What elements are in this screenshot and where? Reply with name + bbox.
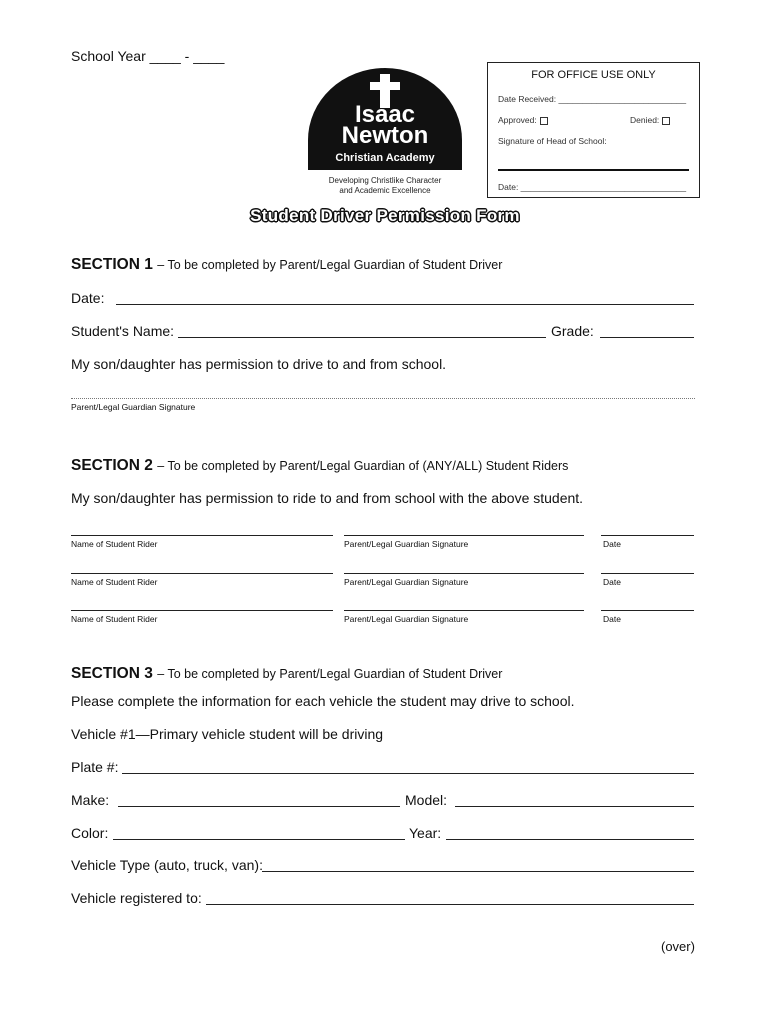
section3-instructions: Please complete the information for each vehicle the student may drive to school. [71,693,575,709]
approved-field [498,115,548,125]
rider-guardian-signature-line[interactable] [344,610,584,611]
rider-signature-caption: Parent/Legal Guardian Signature [344,614,469,624]
guardian-signature-caption: Parent/Legal Guardian Signature [71,402,196,412]
rider-name-caption: Name of Student Rider [71,614,158,624]
year-label: Year: [409,825,442,841]
rider-signature-caption: Parent/Legal Guardian Signature [344,577,469,587]
rider-date-line[interactable] [601,573,694,574]
school-year-label: School Year ____ - ____ [71,48,225,64]
plate-label: Plate #: [71,759,119,775]
rider-date-caption: Date [603,539,621,549]
denied-field [630,115,670,125]
registered-to-label: Vehicle registered to: [71,890,202,906]
registered-to-input[interactable] [206,904,694,905]
denied-checkbox[interactable] [662,117,670,125]
color-label: Color: [71,825,109,841]
vehicle-type-label: Vehicle Type (auto, truck, van): [71,857,263,873]
head-signature-label: Signature of Head of School: [498,136,607,146]
color-input[interactable] [113,839,405,840]
section2-permission-text: My son/daughter has permission to ride to and from school with the above student. [71,490,584,506]
section2-header [71,457,568,475]
model-label: Model: [405,792,448,808]
head-signature-line[interactable] [498,169,689,171]
section3-heading: SECTION 3 [71,665,153,682]
rider-name-line[interactable] [71,573,333,574]
rider-date-caption: Date [603,614,621,624]
rider-name-line[interactable] [71,610,333,611]
model-input[interactable] [455,806,694,807]
grade-label: Grade: [551,323,594,339]
rider-name-caption: Name of Student Rider [71,577,158,587]
make-input[interactable] [118,806,400,807]
vehicle-type-input[interactable] [262,871,694,872]
section2-heading: SECTION 2 [71,457,153,474]
section1-permission-text: My son/daughter has permission to drive to and from school. [71,356,447,372]
school-logo [306,64,464,200]
section2-subtitle: – To be completed by Parent/Legal Guardian of (ANY/ALL) Student Riders [157,459,569,473]
over-note: (over) [661,939,695,954]
section1-header [71,256,502,274]
year-input[interactable] [446,839,694,840]
logo-line3: Christian Academy [335,152,435,164]
date-input[interactable] [116,304,694,305]
office-use-box [487,62,700,198]
student-name-label: Student's Name: [71,323,175,339]
guardian-signature-line[interactable] [71,398,695,399]
rider-guardian-signature-line[interactable] [344,535,584,536]
rider-signature-caption: Parent/Legal Guardian Signature [344,539,469,549]
date-label: Date: [71,290,105,306]
logo-tagline1: Developing Christlike Character [328,176,442,185]
section3-subtitle: – To be completed by Parent/Legal Guardian of Student Driver [157,667,503,681]
approved-checkbox[interactable] [540,117,548,125]
rider-name-caption: Name of Student Rider [71,539,158,549]
approved-label: Approved: [498,115,537,125]
rider-date-line[interactable] [601,535,694,536]
logo-line1: Isaac [354,101,416,128]
rider-date-caption: Date [603,577,621,587]
rider-name-line[interactable] [71,535,333,536]
rider-guardian-signature-line[interactable] [344,573,584,574]
date-received-field[interactable]: Date Received: ___________________________ [498,94,687,104]
section1-heading: SECTION 1 [71,256,153,273]
denied-label: Denied: [630,115,660,125]
section3-header [71,665,502,683]
plate-input[interactable] [122,773,694,774]
section1-subtitle: – To be completed by Parent/Legal Guardian of Student Driver [157,258,503,272]
logo-tagline2: and Academic Excellence [339,186,431,195]
vehicle-heading: Vehicle #1—Primary vehicle student will be driving [71,726,384,742]
office-date-field[interactable]: Date: ___________________________________ [498,182,687,192]
rider-date-line[interactable] [601,610,694,611]
grade-input[interactable] [600,337,694,338]
form-title: Student Driver Permission Form [250,206,520,225]
office-heading: FOR OFFICE USE ONLY [531,69,656,81]
make-label: Make: [71,792,110,808]
student-name-input[interactable] [178,337,546,338]
logo-line2: Newton [341,122,429,149]
